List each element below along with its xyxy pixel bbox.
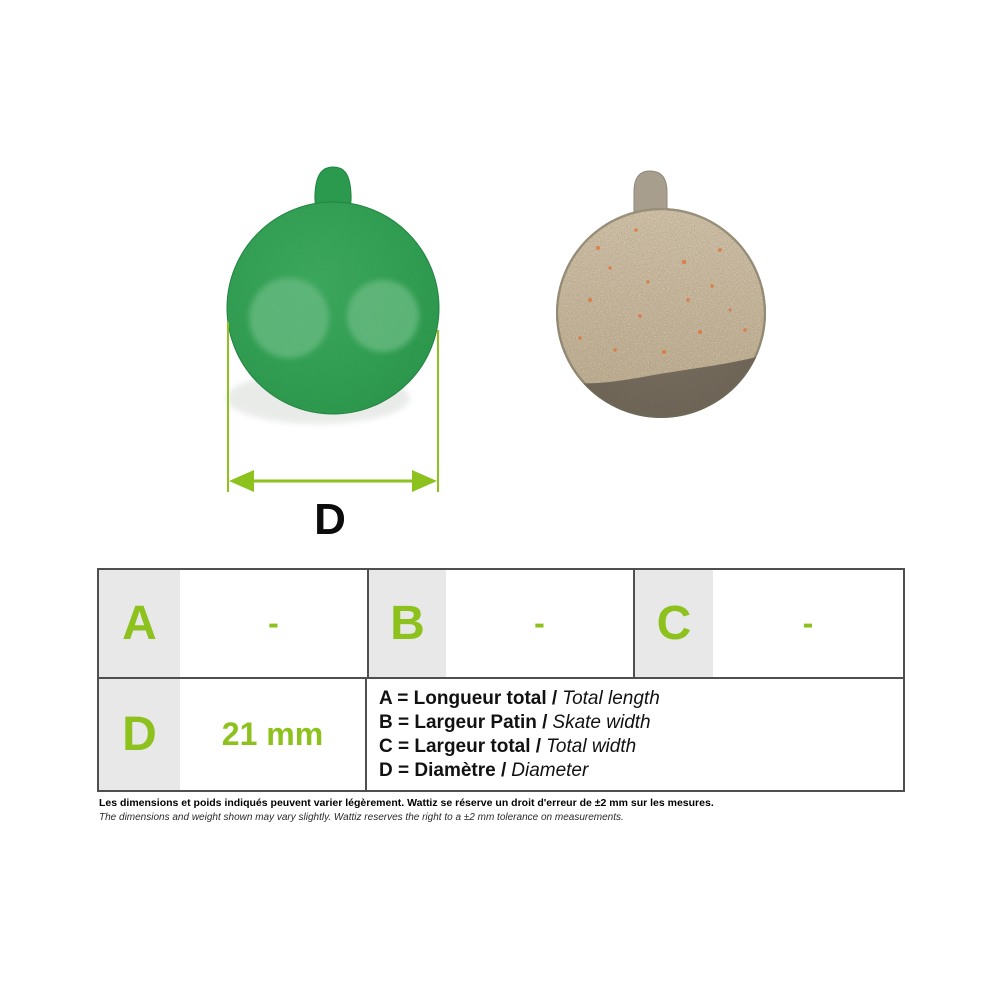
disclaimer-english: The dimensions and weight shown may vary slightly. Wattiz reserves the right to a ±2 mm tolerance on measurements. [99, 812, 624, 823]
brake-pad-back-photo [226, 167, 439, 424]
legend-line-d [379, 759, 903, 783]
pad-friction-material [550, 192, 774, 418]
legend-line-c [379, 735, 903, 759]
legend-c-en: Total width [546, 735, 637, 757]
pad-back-texture [227, 202, 439, 414]
dimension-arrowhead-right [412, 470, 437, 492]
dimension-label-d: D [314, 495, 346, 544]
dimension-section-d [99, 679, 367, 790]
legend-b-fr: B = Largeur Patin / [379, 711, 548, 733]
dimension-letter-a: A [99, 570, 180, 677]
legend-a-fr: A = Longueur total / [379, 687, 558, 709]
dimension-value-a: - [268, 605, 279, 641]
dimension-section-a [99, 570, 367, 677]
dimensions-table-bottom-row [99, 679, 903, 790]
legend-d-fr: D = Diamètre / [379, 759, 507, 781]
legend-d-en: Diameter [511, 759, 589, 781]
dimensions-table-top-row [99, 570, 903, 679]
dimensions-legend [367, 679, 903, 790]
dimension-arrowhead-left [229, 470, 254, 492]
tolerance-disclaimer [99, 797, 919, 823]
dimension-value-d: 21 mm [221, 716, 324, 752]
legend-line-b [379, 711, 903, 735]
legend-c-fr: C = Largeur total / [379, 735, 542, 757]
dimension-value-b: - [534, 605, 545, 641]
legend-a-en: Total length [562, 687, 660, 709]
legend-line-a [379, 687, 903, 711]
dimension-section-b [367, 570, 633, 677]
dimension-value-c: - [802, 605, 814, 641]
dimensions-table [97, 568, 905, 792]
dimension-section-c [633, 570, 903, 677]
dimension-letter-d: D [99, 679, 180, 790]
dimension-letter-c: C [635, 570, 713, 677]
brake-pad-friction-photo [550, 171, 774, 418]
dimension-letter-b: B [369, 570, 446, 677]
legend-b-en: Skate width [552, 711, 651, 733]
disclaimer-french: Les dimensions et poids indiqués peuvent varier légèrement. Wattiz se réserve un droit d'erreur de ±2 mm sur les mesures. [99, 797, 714, 809]
